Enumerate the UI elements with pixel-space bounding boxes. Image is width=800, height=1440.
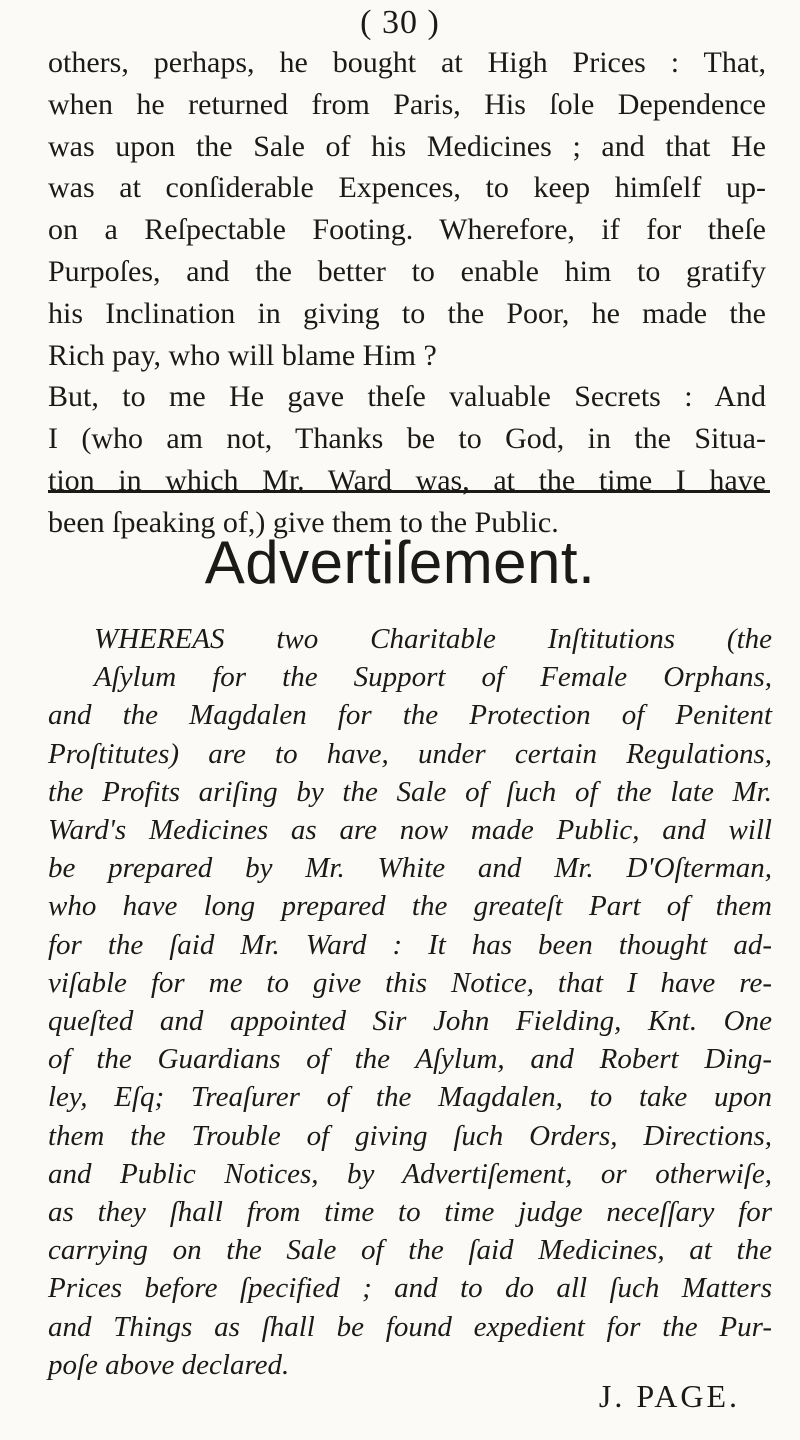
advert-line: the Profits ariſing by the Sale of ſuch of the late Mr. xyxy=(48,775,772,808)
advert-line: viſable for me to give this Notice, that I have re- xyxy=(48,966,772,999)
advert-line: Prices before ſpecified ; and to do all ſuch Matters xyxy=(48,1272,772,1305)
body-line: his Inclination in giving to the Poor, he made the xyxy=(48,296,766,330)
body-line: on a Reſpectable Footing. Wherefore, if for theſe xyxy=(48,213,766,247)
advert-title: Advertiſement. xyxy=(204,529,596,596)
signature: J. PAGE. xyxy=(598,1378,740,1414)
advert-line: WHEREAS two Charitable Inſtitutions (the xyxy=(94,623,772,655)
advert-line: as they ſhall from time to time judge neceſſary for xyxy=(48,1196,772,1229)
body-line: But, to me He gave theſe valuable Secrets : And xyxy=(48,380,766,414)
body-line: Purpoſes, and the better to enable him to gratify xyxy=(48,254,766,288)
body-line: others, perhaps, he bought at High Prices : That, xyxy=(48,46,766,79)
body-line: was upon the Sale of his Medicines ; and that He xyxy=(48,129,766,163)
advert-line: Aſylum for the Support of Female Orphans, xyxy=(94,661,772,694)
page-number: ( 30 ) xyxy=(360,4,440,41)
body-line: I (who am not, Thanks be to God, in the Situa- xyxy=(48,422,766,456)
body-line: was at conſiderable Expences, to keep himſelf up- xyxy=(48,171,766,205)
advert-line: be prepared by Mr. White and Mr. D'Oſterman, xyxy=(48,852,772,885)
advert-body xyxy=(48,620,772,1384)
body-line: been ſpeaking of,) give them to the Public. xyxy=(48,505,559,539)
advert-line: queſted and appointed Sir John Fielding, Knt. One xyxy=(48,1005,772,1038)
advert-line: and the Magdalen for the Protection of Penitent xyxy=(48,699,772,732)
advert-line: them the Trouble of giving ſuch Orders, Directions, xyxy=(48,1119,772,1152)
advert-line: and Public Notices, by Advertiſement, or otherwiſe, xyxy=(48,1157,772,1190)
body-line: when he returned from Paris, His ſole Dependence xyxy=(48,87,766,121)
advert-line: Proſtitutes) are to have, under certain Regulations, xyxy=(48,737,772,770)
advert-line: carrying on the Sale of the ſaid Medicines, at the xyxy=(48,1234,772,1267)
advert-line: who have long prepared the greateſt Part of them xyxy=(48,890,772,923)
body-line: tion in which Mr. Ward was, at the time I have xyxy=(48,463,766,497)
advert-line: ley, Eſq; Treaſurer of the Magdalen, to take upon xyxy=(48,1081,772,1114)
advert-line: and Things as ſhall be found expedient for the Pur- xyxy=(48,1310,772,1343)
advert-line: of the Guardians of the Aſylum, and Robert Ding- xyxy=(48,1043,772,1076)
body-line: Rich pay, who will blame Him ? xyxy=(48,338,437,372)
section-divider xyxy=(48,490,770,493)
advert-line: poſe above declared. xyxy=(48,1348,290,1381)
advert-line: for the ſaid Mr. Ward : It has been thought ad- xyxy=(48,928,772,961)
body-text xyxy=(48,42,766,544)
advert-line: Ward's Medicines as are now made Public, and will xyxy=(48,814,772,847)
